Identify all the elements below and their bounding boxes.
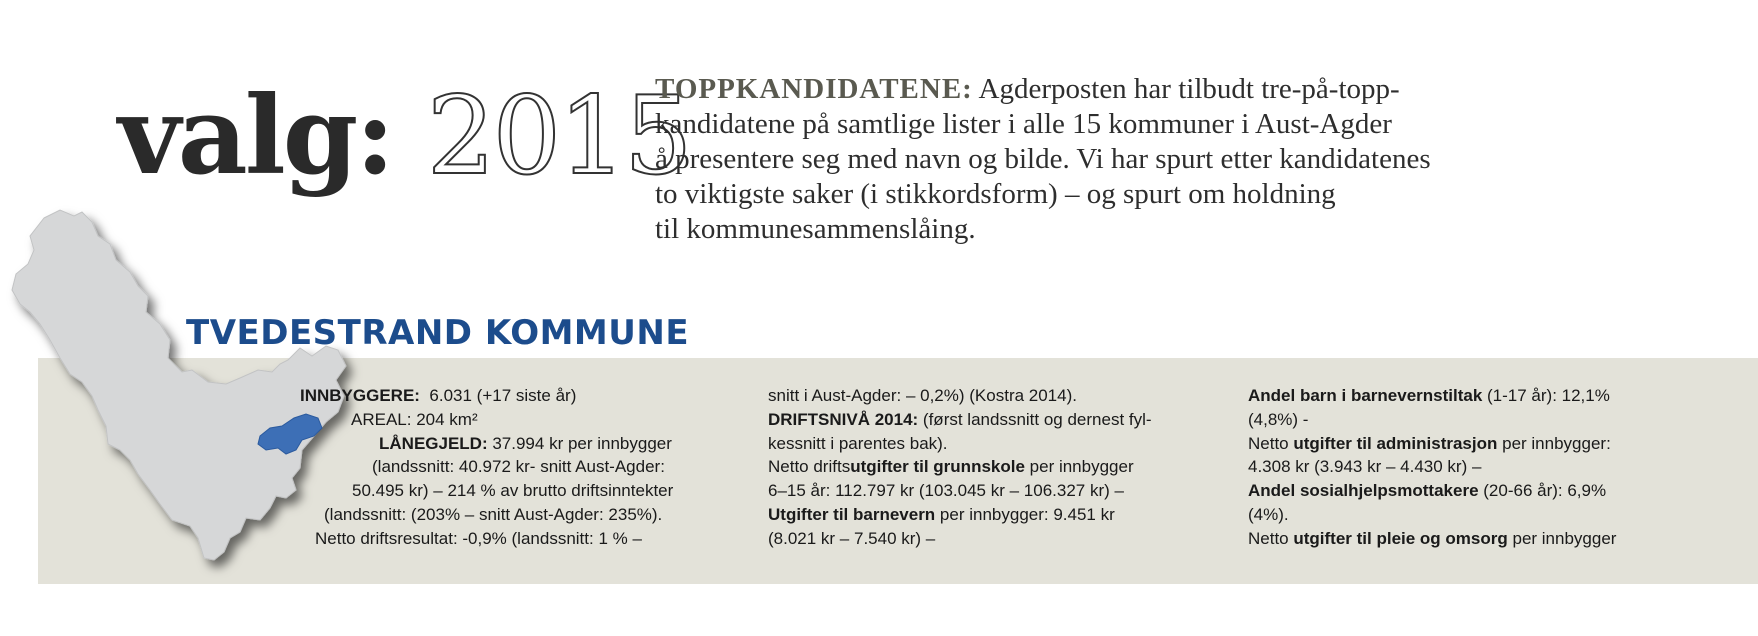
fact-label: utgifter til pleie og omsorg	[1293, 528, 1508, 548]
intro-line	[655, 72, 1745, 107]
fact-text: per innbygger:	[1497, 433, 1611, 453]
fact-line	[1248, 432, 1616, 456]
fact-line	[300, 384, 673, 408]
facts-column-2	[768, 384, 1152, 551]
intro-line: å presentere seg med navn og bilde. Vi har spurt etter kandidatenes	[655, 143, 1431, 175]
fact-label: DRIFTSNIVÅ 2014:	[768, 409, 919, 429]
intro-lead: TOPPKANDIDATENE:	[655, 73, 973, 105]
fact-text: Netto	[1248, 528, 1294, 548]
fact-label: utgifter til grunnskole	[850, 457, 1025, 477]
facts-column-1	[300, 384, 673, 551]
fact-line	[1248, 384, 1616, 408]
fact-label: Utgifter til barnevern	[768, 504, 936, 524]
fact-line	[300, 432, 673, 456]
fact-text: per innbygger: 9.451 kr	[935, 504, 1115, 524]
page-headline	[118, 73, 690, 199]
facts-column-3	[1248, 384, 1616, 551]
fact-text: per innbygger	[1024, 457, 1134, 477]
fact-value: 37.994 kr per innbygger	[487, 433, 672, 453]
fact-text: Netto drifts	[768, 457, 851, 477]
headline-word: valg:	[118, 73, 393, 199]
headline-year: 2015	[426, 74, 690, 199]
fact-line	[768, 408, 1152, 432]
fact-line: 50.495 kr) – 214 % av brutto driftsinntekter	[352, 481, 674, 501]
fact-label: Andel sosialhjelpsmottakere	[1248, 481, 1479, 501]
fact-line	[1248, 527, 1616, 551]
county-outline	[12, 210, 346, 560]
fact-line: snitt i Aust-Agder: – 0,2%) (Kostra 2014).	[768, 386, 1077, 405]
intro-line: til kommunesammenslåing.	[655, 213, 976, 245]
fact-line	[768, 455, 1152, 479]
fact-line: (4,8%) -	[1248, 409, 1309, 429]
fact-line: (landssnitt: 40.972 kr- snitt Aust-Agder:	[372, 457, 665, 477]
intro-line: to viktigste saker (i stikkordsform) – og spurt om holdning	[655, 178, 1336, 210]
fact-line	[768, 503, 1152, 527]
fact-line: AREAL: 204 km²	[351, 409, 478, 429]
intro-line-text: Agderposten har tilbudt tre-på-topp-	[978, 73, 1400, 105]
fact-label: LÅNEGJELD:	[379, 433, 488, 453]
kommune-title: TVEDESTRAND KOMMUNE	[186, 313, 690, 353]
fact-value: (først landssnitt og dernest fyl-	[918, 409, 1152, 429]
fact-line: Netto driftsresultat: -0,9% (landssnitt: 1 % –	[315, 528, 642, 548]
fact-line: 4.308 kr (3.943 kr – 4.430 kr) –	[1248, 457, 1482, 477]
fact-line: 6–15 år: 112.797 kr (103.045 kr – 106.327 kr) –	[768, 481, 1124, 501]
fact-line	[1248, 479, 1616, 503]
fact-label: INNBYGGERE:	[300, 386, 420, 405]
fact-text: (20-66 år): 6,9%	[1478, 481, 1607, 501]
fact-text: (1-17 år): 12,1%	[1482, 386, 1610, 405]
fact-label: Andel barn i barnevernstiltak	[1248, 386, 1483, 405]
fact-line: kessnitt i parentes bak).	[768, 433, 948, 453]
fact-line: (8.021 kr – 7.540 kr) –	[768, 528, 936, 548]
fact-line: (landssnitt: (203% – snitt Aust-Agder: 235%).	[324, 504, 663, 524]
fact-value: 6.031 (+17 siste år)	[429, 386, 577, 405]
intro-text	[655, 72, 1745, 247]
fact-line: (4%).	[1248, 504, 1289, 524]
fact-text: per innbygger	[1507, 528, 1617, 548]
fact-text: Netto	[1248, 433, 1294, 453]
intro-line: kandidatene på samtlige lister i alle 15 kommuner i Aust-Agder	[655, 108, 1392, 140]
fact-label: utgifter til administrasjon	[1293, 433, 1498, 453]
